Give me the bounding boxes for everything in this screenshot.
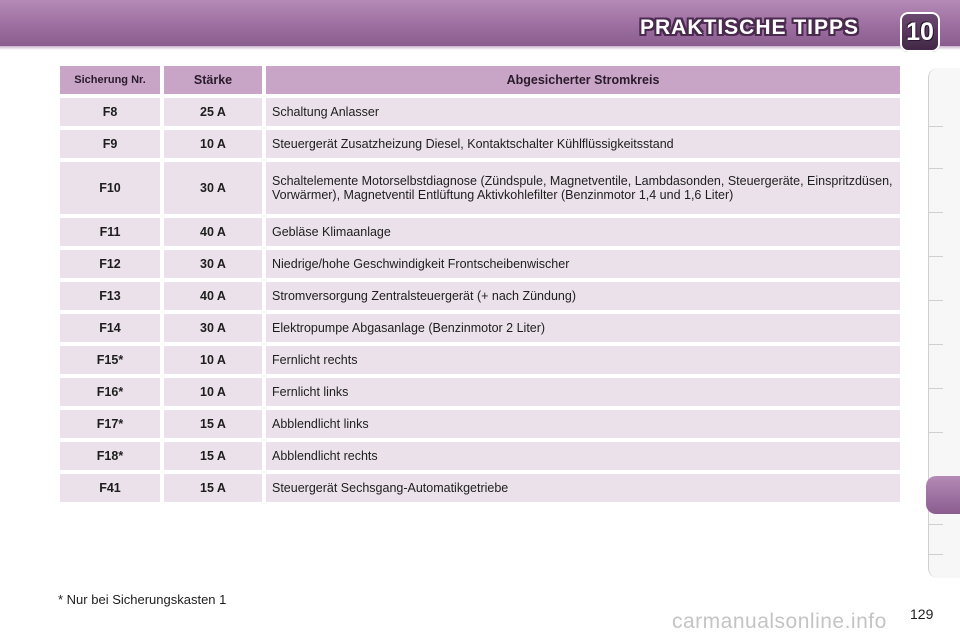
fuse-id: F14 bbox=[60, 314, 160, 342]
fuse-rating: 15 A bbox=[164, 474, 262, 502]
chapter-number: 10 bbox=[906, 18, 934, 46]
side-tab-divider bbox=[929, 524, 943, 525]
fuse-rating: 30 A bbox=[164, 250, 262, 278]
side-tab-divider bbox=[929, 300, 943, 301]
fuse-rating: 15 A bbox=[164, 442, 262, 470]
page-number: 129 bbox=[910, 606, 934, 622]
fuse-rating: 10 A bbox=[164, 378, 262, 406]
fuse-id: F13 bbox=[60, 282, 160, 310]
fuse-circuit: Fernlicht rechts bbox=[266, 346, 900, 374]
chapter-badge bbox=[900, 12, 940, 52]
fuse-circuit: Steuergerät Zusatzheizung Diesel, Kontaktschalter Kühlflüssigkeitsstand bbox=[266, 130, 900, 158]
fuse-circuit: Gebläse Klimaanlage bbox=[266, 218, 900, 246]
table-row bbox=[60, 474, 900, 502]
table-header-row bbox=[60, 66, 900, 94]
fuse-circuit: Elektropumpe Abgasanlage (Benzinmotor 2 Liter) bbox=[266, 314, 900, 342]
watermark: carmanualsonline.info bbox=[672, 610, 887, 633]
table-row bbox=[60, 130, 900, 158]
fuse-id: F18* bbox=[60, 442, 160, 470]
fuse-id: F11 bbox=[60, 218, 160, 246]
fuse-rating: 15 A bbox=[164, 410, 262, 438]
fuse-id: F16* bbox=[60, 378, 160, 406]
fuse-id: F17* bbox=[60, 410, 160, 438]
fuse-rating: 10 A bbox=[164, 130, 262, 158]
side-tab-divider bbox=[929, 212, 943, 213]
side-tab-divider bbox=[929, 554, 943, 555]
table-row bbox=[60, 314, 900, 342]
side-tab-active-chapter[interactable] bbox=[926, 476, 960, 514]
fuse-rating: 30 A bbox=[164, 314, 262, 342]
table-row bbox=[60, 162, 900, 214]
table-row bbox=[60, 98, 900, 126]
fuse-circuit: Abblendlicht rechts bbox=[266, 442, 900, 470]
fuse-circuit: Stromversorgung Zentralsteuergerät (+ nach Zündung) bbox=[266, 282, 900, 310]
table-row bbox=[60, 442, 900, 470]
fuse-circuit: Schaltelemente Motorselbstdiagnose (Zündspule, Magnetventile, Lambdasonden, Steuergeräte, Einspritzdüsen, Vorwärmer), Magnetventil Entlüftung Aktivkohlefilter (Benzinmotor 1,4 und 1,6 Liter) bbox=[266, 162, 900, 214]
side-tab-divider bbox=[929, 432, 943, 433]
footnote: * Nur bei Sicherungskasten 1 bbox=[58, 592, 227, 607]
side-tab-divider bbox=[929, 344, 943, 345]
fuse-circuit: Schaltung Anlasser bbox=[266, 98, 900, 126]
column-header-fuse-number: Sicherung Nr. bbox=[60, 66, 160, 94]
fuse-id: F8 bbox=[60, 98, 160, 126]
fuse-rating: 40 A bbox=[164, 282, 262, 310]
fuse-circuit: Abblendlicht links bbox=[266, 410, 900, 438]
table-row bbox=[60, 218, 900, 246]
fuse-id: F10 bbox=[60, 162, 160, 214]
table-row bbox=[60, 378, 900, 406]
table-row bbox=[60, 250, 900, 278]
fuse-id: F12 bbox=[60, 250, 160, 278]
fuse-table bbox=[56, 62, 904, 506]
fuse-rating: 10 A bbox=[164, 346, 262, 374]
side-tab-divider bbox=[929, 168, 943, 169]
side-tab-divider bbox=[929, 388, 943, 389]
side-tab-divider bbox=[929, 126, 943, 127]
fuse-circuit: Steuergerät Sechsgang-Automatikgetriebe bbox=[266, 474, 900, 502]
fuse-id: F15* bbox=[60, 346, 160, 374]
fuse-id: F9 bbox=[60, 130, 160, 158]
table-row bbox=[60, 346, 900, 374]
table-row bbox=[60, 282, 900, 310]
fuse-id: F41 bbox=[60, 474, 160, 502]
side-tab-divider bbox=[929, 256, 943, 257]
page-title: PRAKTISCHE TIPPS bbox=[640, 16, 860, 39]
fuse-rating: 25 A bbox=[164, 98, 262, 126]
fuse-circuit: Niedrige/hohe Geschwindigkeit Frontscheibenwischer bbox=[266, 250, 900, 278]
table-row bbox=[60, 410, 900, 438]
fuse-rating: 30 A bbox=[164, 162, 262, 214]
column-header-rating: Stärke bbox=[164, 66, 262, 94]
fuse-rating: 40 A bbox=[164, 218, 262, 246]
fuse-circuit: Fernlicht links bbox=[266, 378, 900, 406]
column-header-circuit: Abgesicherter Stromkreis bbox=[266, 66, 900, 94]
